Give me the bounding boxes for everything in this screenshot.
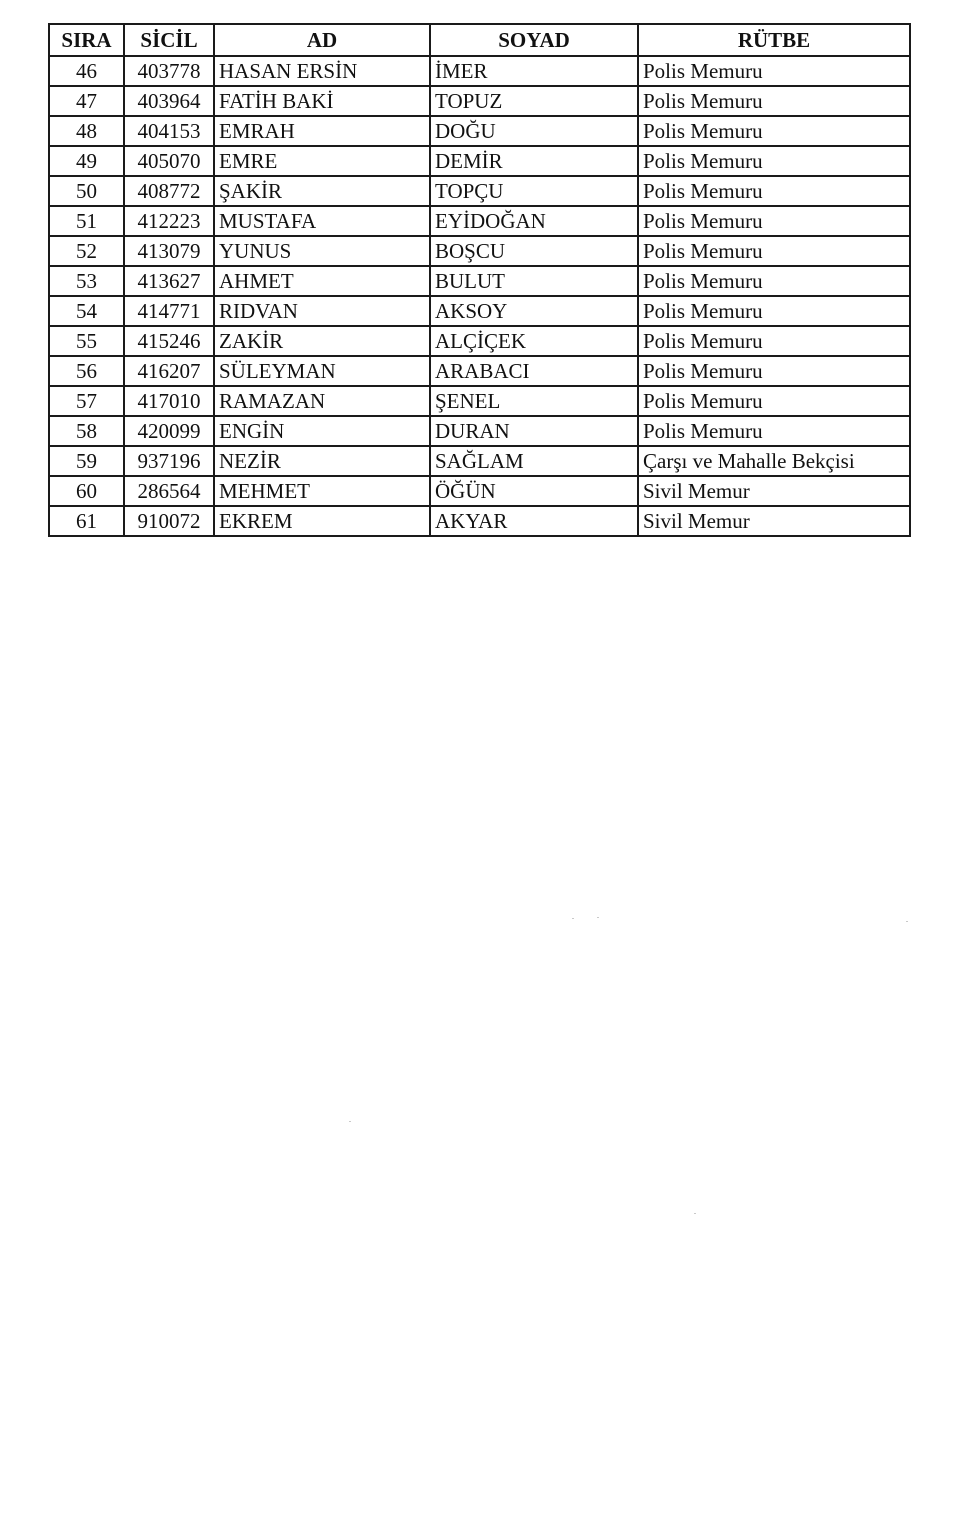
cell-sira: 60 xyxy=(49,476,124,506)
cell-sira: 58 xyxy=(49,416,124,446)
cell-rutbe: Polis Memuru xyxy=(638,116,910,146)
cell-sira: 50 xyxy=(49,176,124,206)
cell-soyad: ÖĞÜN xyxy=(430,476,638,506)
cell-sira: 51 xyxy=(49,206,124,236)
cell-sira: 54 xyxy=(49,296,124,326)
header-sicil: SİCİL xyxy=(124,24,214,56)
cell-rutbe: Polis Memuru xyxy=(638,236,910,266)
table-row xyxy=(49,416,910,446)
scan-speck xyxy=(906,921,908,922)
header-rutbe: RÜTBE xyxy=(638,24,910,56)
cell-soyad: TOPÇU xyxy=(430,176,638,206)
cell-sira: 53 xyxy=(49,266,124,296)
cell-sira: 49 xyxy=(49,146,124,176)
cell-soyad: DEMİR xyxy=(430,146,638,176)
cell-sicil: 417010 xyxy=(124,386,214,416)
table-row xyxy=(49,506,910,536)
table-row xyxy=(49,56,910,86)
header-ad: AD xyxy=(214,24,430,56)
cell-sira: 46 xyxy=(49,56,124,86)
cell-sicil: 910072 xyxy=(124,506,214,536)
cell-sicil: 404153 xyxy=(124,116,214,146)
cell-sicil: 420099 xyxy=(124,416,214,446)
cell-ad: MUSTAFA xyxy=(214,206,430,236)
cell-soyad: ŞENEL xyxy=(430,386,638,416)
cell-sicil: 286564 xyxy=(124,476,214,506)
table-row xyxy=(49,296,910,326)
cell-sira: 48 xyxy=(49,116,124,146)
cell-rutbe: Sivil Memur xyxy=(638,506,910,536)
cell-rutbe: Polis Memuru xyxy=(638,176,910,206)
cell-soyad: ALÇİÇEK xyxy=(430,326,638,356)
cell-sicil: 413627 xyxy=(124,266,214,296)
cell-ad: EKREM xyxy=(214,506,430,536)
cell-ad: ZAKİR xyxy=(214,326,430,356)
cell-sicil: 416207 xyxy=(124,356,214,386)
cell-soyad: AKYAR xyxy=(430,506,638,536)
cell-sicil: 415246 xyxy=(124,326,214,356)
table-row xyxy=(49,386,910,416)
cell-ad: ENGİN xyxy=(214,416,430,446)
cell-ad: MEHMET xyxy=(214,476,430,506)
cell-rutbe: Çarşı ve Mahalle Bekçisi xyxy=(638,446,910,476)
cell-soyad: EYİDOĞAN xyxy=(430,206,638,236)
cell-soyad: TOPUZ xyxy=(430,86,638,116)
cell-sira: 59 xyxy=(49,446,124,476)
cell-sira: 57 xyxy=(49,386,124,416)
table-row xyxy=(49,86,910,116)
cell-ad: RAMAZAN xyxy=(214,386,430,416)
cell-ad: ŞAKİR xyxy=(214,176,430,206)
table-header-row xyxy=(49,24,910,56)
cell-sicil: 414771 xyxy=(124,296,214,326)
cell-rutbe: Polis Memuru xyxy=(638,206,910,236)
cell-soyad: DURAN xyxy=(430,416,638,446)
table-row xyxy=(49,236,910,266)
cell-sira: 56 xyxy=(49,356,124,386)
cell-ad: RIDVAN xyxy=(214,296,430,326)
cell-sira: 47 xyxy=(49,86,124,116)
scan-speck xyxy=(597,917,599,918)
cell-sicil: 413079 xyxy=(124,236,214,266)
table-row xyxy=(49,266,910,296)
cell-sicil: 412223 xyxy=(124,206,214,236)
cell-soyad: ARABACI xyxy=(430,356,638,386)
cell-sira: 55 xyxy=(49,326,124,356)
cell-ad: NEZİR xyxy=(214,446,430,476)
cell-sira: 52 xyxy=(49,236,124,266)
scan-speck xyxy=(349,1121,351,1122)
cell-rutbe: Polis Memuru xyxy=(638,56,910,86)
cell-sicil: 405070 xyxy=(124,146,214,176)
table-row xyxy=(49,446,910,476)
cell-rutbe: Polis Memuru xyxy=(638,326,910,356)
cell-sira: 61 xyxy=(49,506,124,536)
table-row xyxy=(49,176,910,206)
cell-rutbe: Polis Memuru xyxy=(638,296,910,326)
header-soyad: SOYAD xyxy=(430,24,638,56)
scan-speck xyxy=(572,918,574,919)
cell-rutbe: Polis Memuru xyxy=(638,266,910,296)
scan-speck xyxy=(694,1213,696,1214)
cell-ad: HASAN ERSİN xyxy=(214,56,430,86)
cell-soyad: İMER xyxy=(430,56,638,86)
cell-soyad: AKSOY xyxy=(430,296,638,326)
cell-rutbe: Sivil Memur xyxy=(638,476,910,506)
cell-sicil: 937196 xyxy=(124,446,214,476)
cell-rutbe: Polis Memuru xyxy=(638,416,910,446)
cell-sicil: 403964 xyxy=(124,86,214,116)
table-row xyxy=(49,356,910,386)
cell-ad: FATİH BAKİ xyxy=(214,86,430,116)
cell-rutbe: Polis Memuru xyxy=(638,146,910,176)
cell-ad: SÜLEYMAN xyxy=(214,356,430,386)
personnel-table xyxy=(48,23,911,537)
cell-ad: AHMET xyxy=(214,266,430,296)
table-row xyxy=(49,476,910,506)
cell-soyad: SAĞLAM xyxy=(430,446,638,476)
cell-sicil: 408772 xyxy=(124,176,214,206)
cell-soyad: BULUT xyxy=(430,266,638,296)
cell-rutbe: Polis Memuru xyxy=(638,356,910,386)
cell-rutbe: Polis Memuru xyxy=(638,86,910,116)
cell-ad: EMRE xyxy=(214,146,430,176)
cell-ad: YUNUS xyxy=(214,236,430,266)
cell-rutbe: Polis Memuru xyxy=(638,386,910,416)
table-row xyxy=(49,326,910,356)
cell-sicil: 403778 xyxy=(124,56,214,86)
table-row xyxy=(49,116,910,146)
cell-ad: EMRAH xyxy=(214,116,430,146)
table-row xyxy=(49,206,910,236)
header-sira: SIRA xyxy=(49,24,124,56)
table-body xyxy=(49,56,910,536)
cell-soyad: DOĞU xyxy=(430,116,638,146)
table-row xyxy=(49,146,910,176)
cell-soyad: BOŞCU xyxy=(430,236,638,266)
